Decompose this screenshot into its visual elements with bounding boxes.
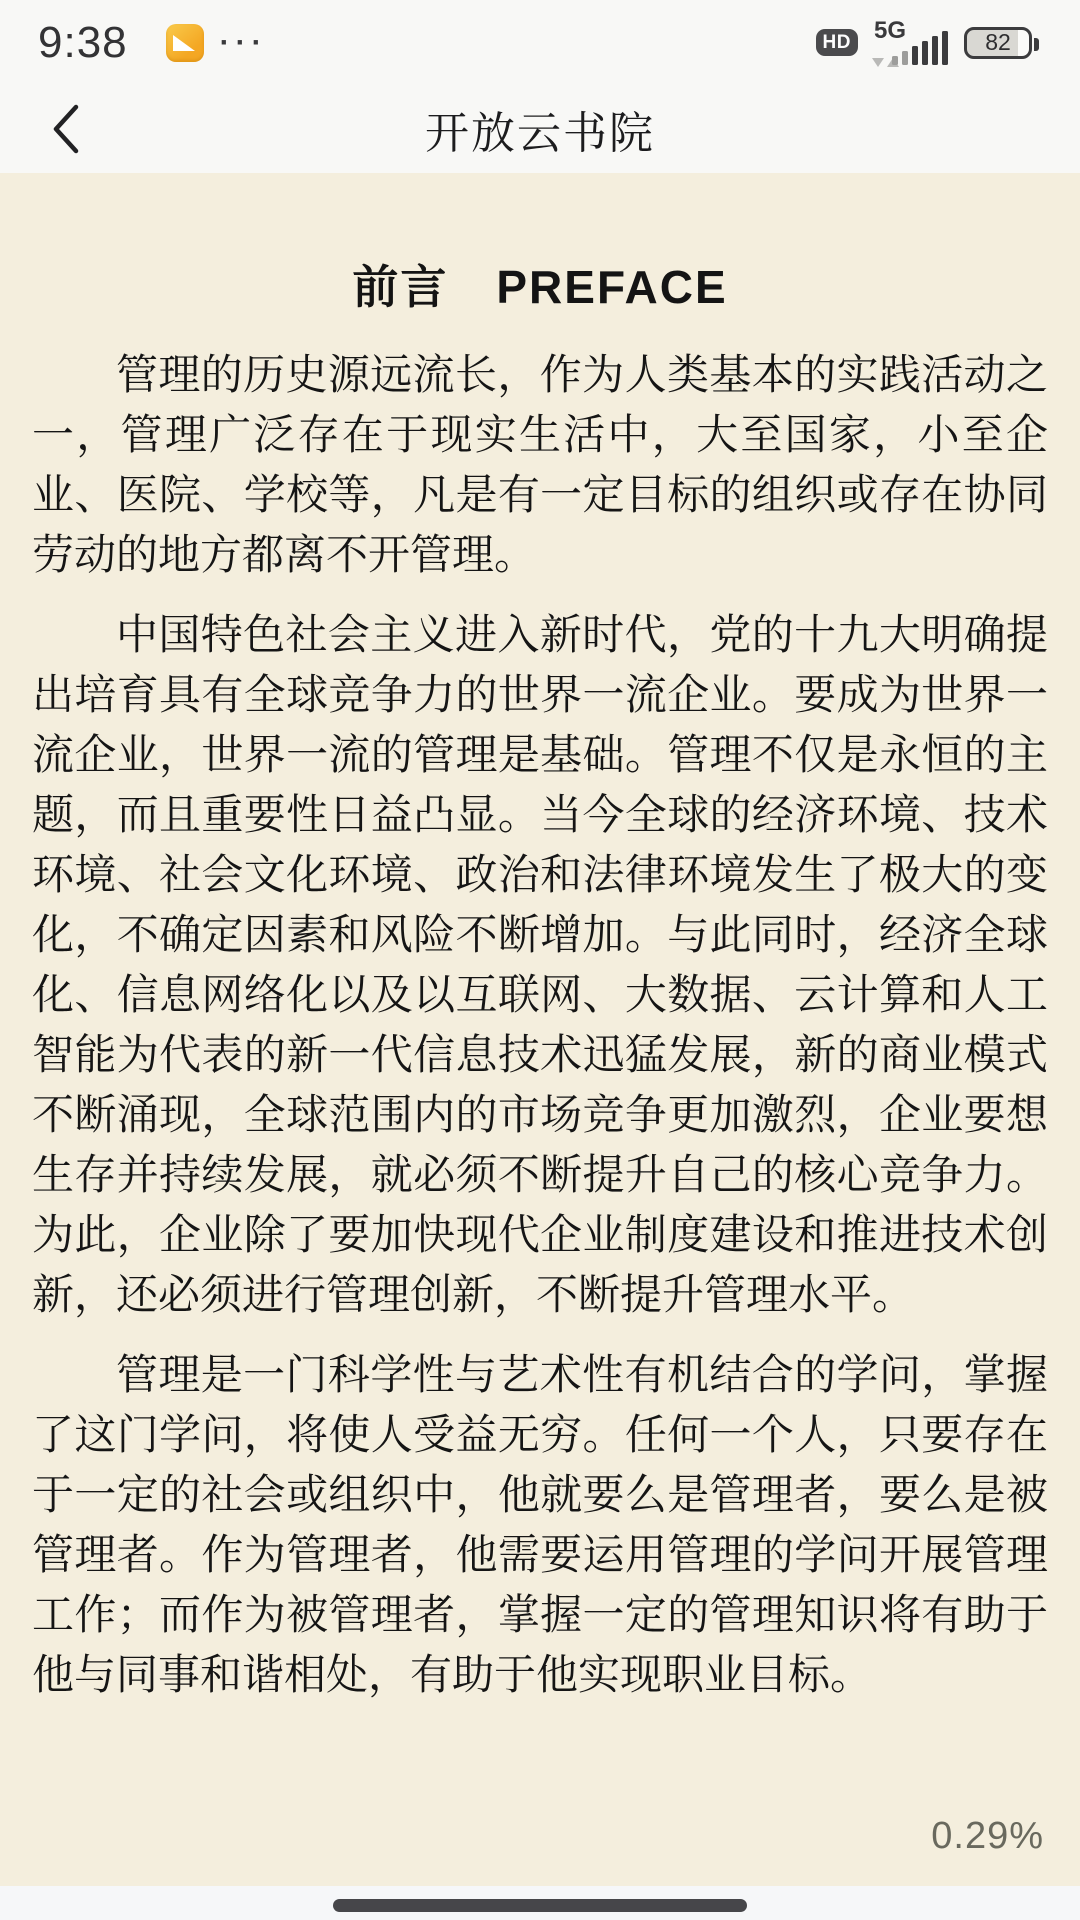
cellular-status (870, 16, 948, 67)
reader-page[interactable] (0, 173, 1080, 1886)
reading-progress-label: 0.29% (931, 1815, 1044, 1857)
body-paragraph: 管理是一门科学性与艺术性有机结合的学问，掌握了这门学问，将使人受益无穷。任何一个人，只要存在于一定的社会或组织中，他就要么是管理者，要么是被管理者。作为管理者，他需要运用管理的学问开展管理工作；而作为被管理者，掌握一定的管理知识将有助于他与同事和谐相处，有助于他实现职业目标。 (32, 1351, 1048, 1698)
nav-bar (0, 85, 1080, 173)
chevron-left-icon (50, 103, 82, 155)
system-gesture-strip (0, 1886, 1080, 1920)
signal-strength-icon (892, 31, 948, 65)
status-bar (0, 0, 1080, 85)
battery-nub (1034, 38, 1039, 51)
body-paragraph: 中国特色社会主义进入新时代，党的十九大明确提出培育具有全球竞争力的世界一流企业。要成为世界一流企业，世界一流的管理是基础。管理不仅是永恒的主题，而且重要性日益凸显。当今全球的经济环境、技术环境、社会文化环境、政治和法律环境发生了极大的变化，不确定因素和风险不断增加。与此同时，经济全球化、信息网络化以及以互联网、大数据、云计算和人工智能为代表的新一代信息技术迅猛发展，新的商业模式不断涌现，全球范围内的市场竞争更加激烈，企业要想生存并持续发展，就必须不断提升自己的核心竞争力。为此，企业除了要加快现代企业制度建设和推进技术创新，还必须进行管理创新，不断提升管理水平。 (32, 611, 1048, 1318)
notification-overflow-dots: ··· (219, 25, 268, 59)
network-type-label: 5G (874, 16, 907, 44)
clock: 9:38 (38, 17, 128, 67)
home-indicator-handle[interactable] (333, 1899, 747, 1912)
battery-icon (964, 27, 1032, 59)
status-bar-right (816, 0, 1032, 85)
status-bar-left (38, 0, 268, 85)
body-paragraph: 管理的历史源远流长，作为人类基本的实践活动之一，管理广泛存在于现实生活中，大至国家，小至企业、医院、学校等，凡是有一定目标的组织或存在协同劳动的地方都离不开管理。 (32, 351, 1048, 578)
page-title: 开放云书院 (425, 109, 655, 158)
back-button[interactable] (36, 99, 96, 159)
battery-percent: 82 (985, 29, 1011, 55)
hd-volte-icon: HD (816, 29, 858, 56)
notification-app-icon (166, 24, 204, 62)
chapter-heading: 前言 PREFACE (352, 261, 728, 313)
